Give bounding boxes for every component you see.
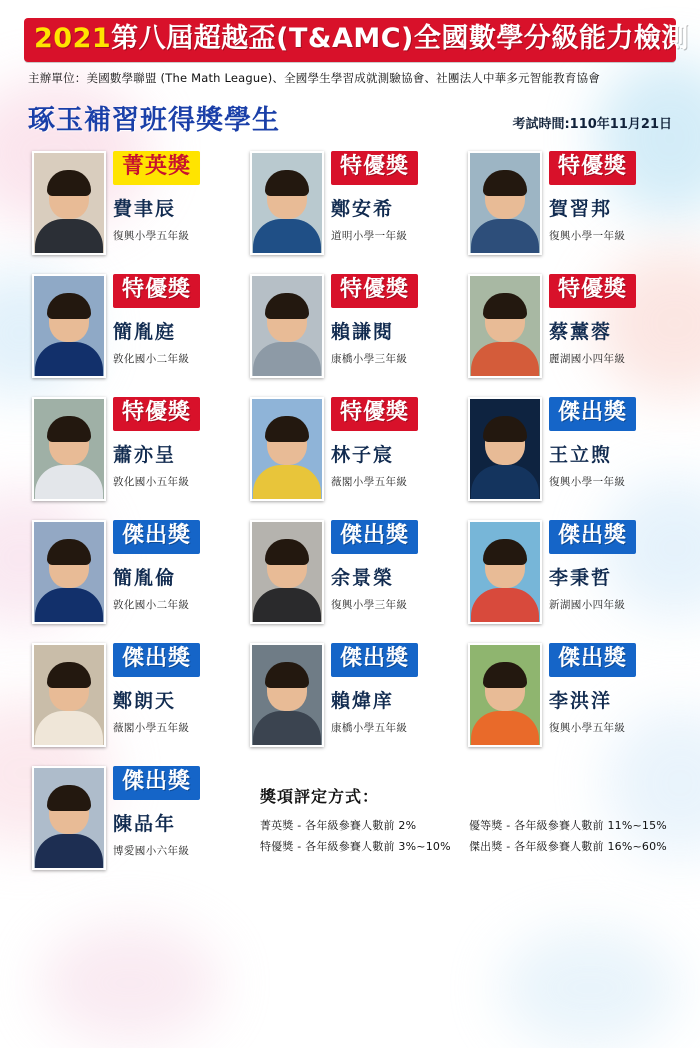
- student-name: 陳品年: [113, 813, 177, 836]
- criteria-block: [244, 766, 668, 854]
- student-school: 道明小學一年級: [331, 230, 408, 243]
- avatar: [250, 520, 324, 624]
- award-badge: 特優獎: [331, 274, 418, 308]
- avatar: [468, 520, 542, 624]
- avatar: [32, 643, 106, 747]
- student-name: 賴謙閱: [331, 321, 395, 344]
- criteria-title: 獎項評定方式：: [259, 787, 379, 807]
- student-school: 康橋小學三年級: [331, 353, 408, 366]
- avatar: [250, 274, 324, 378]
- student-school: 敦化國小五年級: [113, 476, 190, 489]
- student-card: [32, 766, 244, 876]
- student-name: 余景榮: [331, 567, 395, 590]
- title-year: 2021: [34, 23, 112, 54]
- award-badge: 特優獎: [549, 274, 636, 308]
- student-name: 林子宸: [331, 444, 395, 467]
- award-badge: 特優獎: [113, 274, 200, 308]
- avatar: [468, 643, 542, 747]
- subheader: [28, 98, 672, 137]
- award-badge: 特優獎: [331, 151, 418, 185]
- poster-title-band: [24, 18, 689, 62]
- student-name: 簡胤倫: [113, 567, 177, 590]
- student-name: 李秉哲: [549, 567, 613, 590]
- criteria-item: 菁英獎 - 各年級參賽人數前 2%: [259, 819, 417, 833]
- criteria-list: [260, 817, 668, 854]
- award-badge: 傑出獎: [113, 766, 200, 800]
- award-badge: 傑出獎: [549, 397, 636, 431]
- organizers-line: 主辦單位：美國數學聯盟 (The Math League)、全國學生學習成就測驗協會、社團法人中華多元智能教育協會: [28, 71, 600, 86]
- student-card: [32, 151, 232, 261]
- student-name: 鄭安希: [331, 198, 395, 221]
- student-card: [468, 274, 668, 384]
- student-name: 賀習邦: [549, 198, 613, 221]
- award-badge: 傑出獎: [113, 520, 200, 554]
- award-badge: 傑出獎: [331, 643, 418, 677]
- student-school: 敦化國小二年級: [113, 599, 190, 612]
- student-name: 蕭亦呈: [113, 444, 177, 467]
- exam-date: 考試時間:110年11月21日: [512, 117, 672, 133]
- criteria-item: 特優獎 - 各年級參賽人數前 3%~10%: [259, 840, 451, 854]
- avatar: [32, 520, 106, 624]
- student-school: 薇閣小學五年級: [331, 476, 408, 489]
- student-name: 簡胤庭: [113, 321, 177, 344]
- cram-school-heading: 琢玉補習班得獎學生: [28, 105, 280, 137]
- student-school: 博愛國小六年級: [113, 845, 190, 858]
- avatar: [468, 274, 542, 378]
- student-school: 復興小學一年級: [549, 230, 626, 243]
- student-school: 康橋小學五年級: [331, 722, 408, 735]
- student-card: [32, 274, 232, 384]
- student-card: [250, 151, 450, 261]
- last-student-slot: [32, 766, 244, 876]
- avatar: [32, 151, 106, 255]
- student-name: 李洪洋: [549, 690, 613, 713]
- poster-page: [0, 18, 700, 876]
- student-name: 賴煒庠: [331, 690, 395, 713]
- award-badge: 特優獎: [113, 397, 200, 431]
- student-school: 復興小學三年級: [331, 599, 408, 612]
- student-card: [468, 151, 668, 261]
- student-card: [32, 643, 232, 753]
- avatar: [468, 397, 542, 501]
- student-grid: [32, 151, 668, 753]
- avatar: [32, 397, 106, 501]
- award-badge: 傑出獎: [331, 520, 418, 554]
- student-card: [468, 520, 668, 630]
- student-name: 鄭朗天: [113, 690, 177, 713]
- student-card: [32, 520, 232, 630]
- avatar: [250, 643, 324, 747]
- award-badge: 菁英獎: [113, 151, 200, 185]
- student-card: [468, 397, 668, 507]
- award-badge: 特優獎: [549, 151, 636, 185]
- student-school: 復興小學一年級: [549, 476, 626, 489]
- award-badge: 傑出獎: [113, 643, 200, 677]
- student-card: [468, 643, 668, 753]
- criteria-item: 傑出獎 - 各年級參賽人數前 16%~60%: [468, 840, 667, 854]
- student-school: 復興小學五年級: [113, 230, 190, 243]
- avatar: [32, 766, 106, 870]
- student-school: 復興小學五年級: [549, 722, 626, 735]
- student-school: 麗湖國小四年級: [549, 353, 626, 366]
- student-card: [250, 397, 450, 507]
- student-card: [32, 397, 232, 507]
- award-badge: 傑出獎: [549, 520, 636, 554]
- student-name: 蔡薰蓉: [549, 321, 613, 344]
- student-card: [250, 274, 450, 384]
- footer-row: [32, 766, 668, 876]
- avatar: [250, 397, 324, 501]
- avatar: [32, 274, 106, 378]
- student-card: [250, 520, 450, 630]
- student-name: 王立煦: [549, 444, 613, 467]
- student-card: [250, 643, 450, 753]
- avatar: [468, 151, 542, 255]
- student-name: 費聿辰: [113, 198, 177, 221]
- student-school: 新湖國小四年級: [549, 599, 626, 612]
- award-badge: 傑出獎: [549, 643, 636, 677]
- criteria-item: 優等獎 - 各年級參賽人數前 11%~15%: [468, 819, 667, 833]
- title-main: 第八屆超越盃(T&AMC)全國數學分級能力檢測: [111, 23, 689, 54]
- student-school: 薇閣小學五年級: [113, 722, 190, 735]
- avatar: [250, 151, 324, 255]
- student-school: 敦化國小二年級: [113, 353, 190, 366]
- award-badge: 特優獎: [331, 397, 418, 431]
- page-title: [34, 23, 689, 54]
